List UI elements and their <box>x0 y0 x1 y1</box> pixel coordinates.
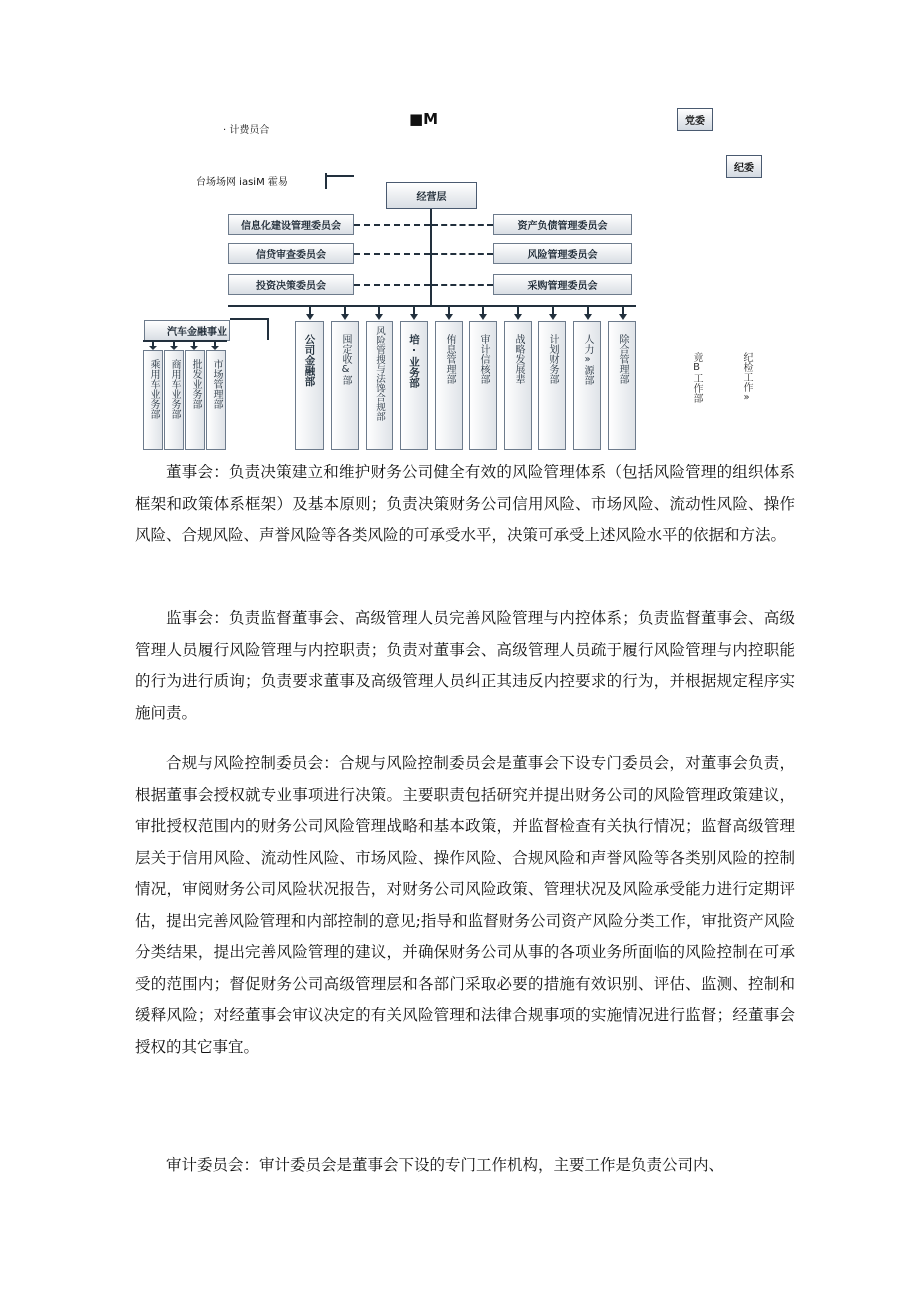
dept-arrow <box>445 314 453 320</box>
dept-arrow <box>375 314 383 320</box>
connector-dashed <box>432 253 493 255</box>
dept-box <box>504 321 532 450</box>
committee-risk: 风险管理委员会 <box>493 243 632 264</box>
discipline-work-label: 纪检工作» <box>741 352 752 403</box>
top-left-label: · 计费员合 <box>223 125 270 136</box>
bu-dept-box <box>143 350 163 450</box>
dept-arrow <box>306 314 314 320</box>
left-label: 台场场网 iasiM 霍易 <box>196 177 288 188</box>
committee-procurement: 采购管理委员会 <box>493 274 632 295</box>
dept-label: 风险管搜与法馋合规部 <box>374 326 385 421</box>
dept-label: 培·业务部 <box>408 334 420 388</box>
department-bus <box>228 305 636 307</box>
connector-dashed <box>354 224 430 226</box>
connector-dashed <box>354 253 430 255</box>
party-committee-box: 党委 <box>677 108 713 131</box>
dept-arrow <box>549 314 557 320</box>
dept-arrow <box>341 314 349 320</box>
business-unit-connector <box>267 318 269 340</box>
committee-info-building: 信息化建设管理委员会 <box>228 214 354 235</box>
dept-label: 计划财务部 <box>547 334 558 384</box>
dept-arrow <box>479 314 487 320</box>
dept-arrow <box>410 314 418 320</box>
bu-dept-label: 乘用车业务部 <box>148 359 159 419</box>
party-work-dept-label: 竟B工作部 <box>691 352 702 403</box>
dept-box <box>435 321 463 450</box>
dept-box <box>538 321 566 450</box>
connector-dashed <box>354 284 430 286</box>
dept-box <box>469 321 497 450</box>
dept-label: 囤定收&部 <box>340 334 351 385</box>
dept-arrow <box>619 314 627 320</box>
paragraph-audit-committee: 审计委员会：审计委员会是董事会下设的专门工作机构，主要工作是负责公司内、 <box>166 1156 725 1174</box>
bu-dept-box <box>164 350 184 450</box>
bu-dept-box <box>206 350 226 450</box>
business-unit-box: 汽车金融事业 <box>144 320 230 341</box>
stub-line <box>325 175 354 177</box>
dept-label: 侑息管理部 <box>444 334 455 384</box>
dept-arrow <box>584 314 592 320</box>
committee-investment: 投资决策委员会 <box>228 274 354 295</box>
dept-label: 除合管理部 <box>617 334 628 384</box>
dept-box <box>573 321 601 450</box>
dept-box <box>366 321 393 450</box>
dept-box <box>331 321 359 450</box>
dept-box <box>295 321 324 450</box>
dept-label: 人力»源部 <box>582 334 593 385</box>
bu-dept-box <box>185 350 205 450</box>
dept-label: 审计信核部 <box>478 334 489 384</box>
dept-label: 战略发展辈 <box>513 334 524 384</box>
dept-box <box>608 321 636 450</box>
paragraph-board: 董事会：负责决策建立和维护财务公司健全有效的风险管理体系（包括风险管理的组织体系框架和政策体系框架）及基本原则；负责决策财务公司信用风险、市场风险、流动性风险、操作风险、合规风险、声誉风险等各类风险的可承受水平，决策可承受上述风险水平的依据和方法。 <box>135 463 795 544</box>
discipline-committee-box: 纪委 <box>726 155 762 178</box>
paragraph-supervisory: 监事会：负责监督董事会、高级管理人员完善风险管理与内控体系；负责监督董事会、高级管理人员履行风险管理与内控职责；负责对董事会、高级管理人员疏于履行风险管理与内控职能的行为进行质询；负责要求董事及高级管理人员纠正其违反内控要求的行为，并根据规定程序实施问责。 <box>135 609 795 722</box>
dept-arrow <box>514 314 522 320</box>
bu-dept-label: 商用车业务部 <box>169 359 180 419</box>
top-center-label: ■M <box>409 110 439 128</box>
committee-credit-review: 信贷审查委员会 <box>228 243 354 264</box>
paragraph-compliance-committee: 合规与风险控制委员会：合规与风险控制委员会是董事会下设专门委员会，对董事会负责，根据董事会授权就专业事项进行决策。主要职责包括研究并提出财务公司的风险管理政策建议，审批授权范围内的财务公司风险管理战略和基本政策，并监督检查有关执行情况；监督高级管理层关于信用风险、流动性风险、市场风险、操作风险、合规风险和声誉风险等各类别风险的控制情况，审阅财务公司风险状况报告，对财务公司风险政策、管理状况及风险承受能力进行定期评估，提出完善风险管理和内部控制的意见;指导和监督财务公司资产风险分类工作，审批资产风险分类结果，提出完善风险管理的建议，并确保财务公司从事的各项业务所面临的风险控制在可承受的范围内；督促财务公司高级管理层和各部门采取必要的措施有效识别、评估、监测、控制和缓释风险；对经董事会审议决定的有关风险管理和法律合规事项的实施情况进行监督；经董事会授权的其它事宜。 <box>135 754 795 1056</box>
dept-label: 公司金融部 <box>303 334 316 387</box>
connector-dashed <box>432 284 493 286</box>
bu-dept-label: 批发业务部 <box>190 359 201 409</box>
management-box: 经营层 <box>386 182 477 209</box>
dept-box <box>400 321 428 450</box>
committee-asset-liability: 资产负债管理委员会 <box>493 214 632 235</box>
bu-dept-label: 市场管理部 <box>211 359 222 409</box>
connector-dashed <box>432 224 493 226</box>
business-unit-connector <box>230 318 268 320</box>
